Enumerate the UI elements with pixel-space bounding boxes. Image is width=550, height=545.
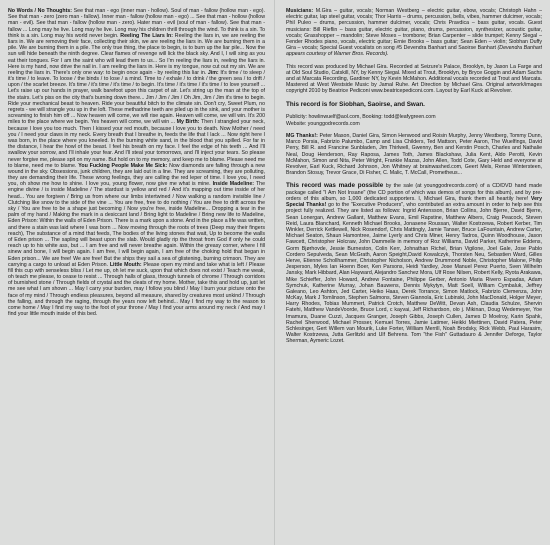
musicians-note: (Devendra Banhart appears courtesy of Warner Bros. Records).: [286, 45, 542, 58]
musicians-list: M.Gira – guitar, vocals; Norman Westberg – electric guitar, ebow, vocals; Christoph Hahn – electric guitar, lap steel guitar, vocals; Thor Harris – drums, percussion, bells, vibes, hammer dulcimer, vocals; Phil Puleo – drums, percussion, hammer dulcimer, vocals; Chris Pravdica – bass guitar, vocals. Guest musicians: Bill Rieflin – bass guitar, electric guitar, piano, drums, percussion, synthesizer, acoustic guitar, vocals; Grasshopper – mandolin; Steve Moses – trombone; Brian Carpenter – slide trumpet; Kenny Siegal – Fender Rhodes piano, vocals, electric guitar; Ernie Brooks – bass guitar; Sean Eden – violin; Siobhan Duffy Gira – vocals; Special Guest vocalists on song #5 Devendra Banhart and Saoirse Banhart: [286, 8, 542, 52]
lyrics-inside-madeline: The engine divine / is inside Madeline / The stardust is yellow and red / And it's mapping out time inside of her head... You are forgiven / Bring us from where our limbs intertwined / Now walking a random invisible line / Clutching like snow to the side of the vine ... You are free, free to do nothing / You are free to drift across the sky / You are free to be a shape just becoming / Now you're free, inside Madeline... Dropping a tear in the palm of my hand / Making the mark in a desiccant land / Bring light to Madeline / Bring new life to Madeline, Eden Prison: Within the walls of Eden Prison. There is a mark upon a stone. And in the place a life was written, and there a stain was laid where I was born ... Now moving through the roots of trees (Deep may their fingers reach), The substance of a mind that feeds, The bodies of the living stones that wait, Up to become the walls of Eden prison ... The sapling will beast upon the slab. Would gladly rip the throat from God if only he could reach up to his white ass, but ... I am free and will never breathe again. Within the greasy corner, where I fill sinew and bone, I will begin again. I am free, I will begin again, I am free of the choking hold that began in Eden prison... We are free! We are free! But the ships they sail a sea of glistening, burning crimson. They are carrying a cargo to unload at Eden Prison.: [8, 181, 265, 268]
musicians-label: Musicians:: [286, 8, 314, 14]
song-title-my-birth: My Birth:: [176, 119, 200, 126]
lyrics-reeling: Reeling the liars in, we are reeling the liars in. We are removing their face, collecting their skin, we are reeling the liars in. We are burning them in a pile. We are burning them in a pile. The only true thing, the place to begin, is to burn up the liar pile... Now the sun will hide beneath the ninth degree. Clear flames of revenge will lick the black sky. And I, I will sing as you eat their tongues. For I am the saint who will lead them to us... So I'm reeling the liars in, reeling the liars in. Here is my hand, now drive the nail in. I am reeling the liars in. Here is my tongue, now cut out my sin. We are reeling the liars in. There's only one way: to begin once again - by reeling this liar in.: [8, 32, 265, 76]
song-title-you-fucking-people: You Fucking People Make Me Sick:: [78, 162, 168, 169]
dedication: This record is for Siobhan, Saoirse, and Swan.: [286, 100, 425, 108]
lyrics-column: [8, 8, 265, 541]
supporters-thanks: [286, 182, 542, 344]
center-fold: [274, 0, 275, 545]
lyrics-block: [8, 8, 265, 317]
song-title-no-words: No Words / No Thoughts:: [8, 8, 72, 14]
lyrics-jim: It's time / to sleep / it's time / to leave. To loose / the binds / to lose / a mind. Time to / exhale / to drink / the green sea / to drift / upon / the scarlet breeze. It's time / it's time / it's time / to begin. It's time / it's time / it's time / to love yourself ... Let's raise up our hands in prayer, walk barefoot upon this carpet of air. Let's string up the man at the top of the stairs. Let's piss on the city that's burning down there... Jim / Jim / Jim / Oh Jim, Jim / Jim it's time to begin. Ride your mechanical beast to heaven. Ride your beautiful bitch to the climate sin. Don't cry, Sweet Plum, no regrets - we will strangle you up in the loft. These methadrine teeth are piled up in the sink, and your mother is screaming to finish him off ... Now heaven will come, we will rise again. Heaven will come, we will win. It's 200 miles to the place where we begin. Yes heaven will come, we will win ...: [8, 69, 265, 126]
lyrics-my-birth: Then I strangled your neck, because I love you too much. Then I kissed your red mouth, because I love you to death. Now Mother / need you / I need your claws in my neck. Every breath that I breathe in, feeds the life that I lack ... Now right here I was born, in the place where you kneeled. In the burning white sand, in the blood that you spilled. For far in the distance, I hear the howl of the beast. I feel his breath on my face. I feel the edge of his teeth ... And I'll swallow your sorrow, and I'll inhale your fear. And I'll steal your tomorrows, and I'll inject your tears. So please never forgive me, please spit on my name. But hold on to my memory, and keep me to blame. Please need me to blame, need me to blame.: [8, 119, 265, 169]
lyrics-you-fucking-people: Now diamonds are falling through a new wound in the sky. Obsessions, junk children, they are laid out in a line. They are screaming, they are polluting, they are demanding their life. These wrong feelings, they are calling the red leper of time. I love you, I need you, oh show me how to shine. I love you, young flower, now give me what is mine.: [8, 162, 265, 188]
mg-thanks: [286, 133, 542, 176]
mg-thanks-list: Peter Mason, Daniel Gira, Simon Henwood and Roisin Murphy, Jenny Westberg, Tommy Dunn, Marco Porsia, Fabrizio Palumbo, Camp and Lisa Childers, Ted Mattson, Peter Aaron, The Wuelfings, David Perry, Bill R. and Francine Sunbladen, Jim Thirlwell, Gwenny, Ben and Kerstin Posch, Charles and Nathalie Neal, Doug Henderson, Ray Raposa, James Toth, James Blackshaw, Julia Kent, Aldo Perotti, Kevin McMahon, Simon and Nita, Peter Wright, Frankie Mazas, John Allen, Todd Cote, Gary Held and everyone at Revolver, Earl Kuck, Richard Johnson, Jon Whitney at brainwashed.com, Geert Mels, Rense Wintersteen, Brandon Stosuy, Trevor Grace, Di Fisher, C. Malic, T. McCall, Prometheus...: [286, 132, 542, 177]
song-title-inside-madeline: Inside Madeline:: [212, 181, 254, 188]
very-special-list: go to the "Executive Producers", who contributed an extra amount in order to help see this project fully realized. They are listed as follows: Ingrid Antensson, Brian Collins, John Bjerre, David Bjerre, Sean Lonergan, Andrew Gallant, Matthew Evans, Emil Rapstine, Matthew Albers, Craig Peacock, Steven Reid, Laura Blanchard, Kenneth Michael Brooks, Jonasene Roussan, Walter Kostrzewa, Robert Kerber, Tim Winkler, Derrick Kettlewell, Nick Rosendorf, Chris Mattingly, Jamie Tanser, Bruce LaFountain, Andrew Carter, Michael Seaton, Shaun Hamontree, Jaime Lyerly and Chris Miner, Henry Tadros, Quinn Woodhouse, Jason Fawcett, Christopher Holcraw, John Dammelle in memory of Roz Williams, David Parker, Katherine Eddens, Gorm Bjørhovde, Jessie Burneston, Colin Kerr, Johnathan Richel, Brian Vigilone, Joel Gale, Jose Pablo Cordero Sepulveda, Sean McGrath, Aaron Speight,David Kowalczyk, Thorsten Neu, Sebastien Ward, Gilles Herve, Etienne Schollhammer, Christopher Nicholson, Andrew Drummond Noble, Christopher Malone, Philip Jesperson, Myles Ian Hoenn Boer, Ken Parsons, Heidi Yardley, Jose Manuel Perez Puerto, Sven Wilhelm Jansky, Mark Hibbard, Alan Hayward, Alejandro Sanchez Mora, Ulf Rose Nilsen, Robert Kelly, Ryota Arakawa, Mike Schieffer, John Howard, Andrew Fontaine, Philippe Gerber, Antonio Maria Rivero Espadas, Adam Symchuk, Katherine Murray, Johan Bauwens, Dennis Mykytyn, Matt Soell, William Cymbaluk, Jeffrey Galeano, Leo Ashton, Jed Carter, Heiko Haas, Derek Torrance, Simon Matlock, Fabrizio Clemenza, John McKay, Mark J Tomlinson, Stephen Salmons, Steven Giannola, Eric Lubinski, John MacDonald, Holger Meyer, Harry Rhodes, Tobias Mummert, Patrick Crotch, Matthew DeWitt, Devan Ash, Claudia Schulze, Shervin Fatehi, Matthew VandeVoorde, Bruce Lord, c kayvai, Jeff Richardson, olo j. Mikinan, Doug Wedemeyer, Yoe Imamura, Duane Cuzzi, Jacques Granger, Joseph Gibbs, Joseph Cullen, James D Moelroy, Karin Spahk, Rachel Sherwood, Michael Prosser, Kemuel Torres, Jamie Latimer, Heikki Miettinen, David Patera, Peter Schlesinger, Gert Willem van Mourik, Luke Forter, William Merrill, Noah Brodsky, Rick Webb, Paul Harasim, Walter Kostrzewa, Jutta Gerlitzki and Ulf Behrens. Tom "the Fish" Guttadauro & Jennifer Deforge, Taylor Sherman, Aymeric Lozet.: [286, 202, 542, 345]
lyrics-no-words: See that man - ego (inner man - hollow). Soul of man - fallow (hollow man - ego). See that man - zero (zero man - fallow). Inner man - fallow (hollow man - ego) ... See that man - hollow (hollow man - evil). See that man - fallow (hollow man - zero). Hater man - evil (soul of man - fallow). See that man - fallow ... Long may he live. Long may he live. Long may his children thrill through the wind. To think is a sin. To think is a sin. Long may his world never begin.: [8, 8, 265, 39]
song-title-reeling: Reeling The Liars In:: [120, 32, 173, 39]
website: Website: younggodrecords.com: [286, 120, 360, 127]
production-credits: This record was produced by Michael Gira. Recorded at Seizure's Palace, Brooklyn, by Jason La Farge and at Old Soul Studio, Catskill, NY, by Kenny Siegal. Mixed at Trout, Brooklyn, by Bryce Goggin and Adam Sachs and at Marcata Recording, Gardiner NY, by Kevin McMahon. Additional vocals recorded at Trout and Marcata. Mastered at West Westside Music by Jamal Ruhe. Art Direction by Michael Gira. Original artwork/images copyright 2010 by Beatrice Pediconi www.beatricepediconi.com. Layout by Earl Kuck at Revolver.: [286, 63, 542, 95]
publicity-contact: Publicity: howlinwuelf@aol.com, Booking: todd@leafygreen.com: [286, 114, 436, 121]
lyrics-little-mouth: Please open my mind and take what is left / Please fill this cup with senseless bliss / Let me up, oh let me suck, upon that which does not exist / Teach me weak, oh teach me please, to cease to resist ... Through halls of glass, through tunnels of chrome / Through corridors of burnished stone / Through fields of crystal and the cleats of my home. Mother, take this and hold up, just let me see what I am shown ... May I carry your burden, may I follow you blind / May I burn your picture onto the face of my mind / Through endless pleasures, beyond all measure, shared by creatures most unkind / Through the falling, and through the raging, through the years now left behind... May I find my way to the reason to come home / May I find my way to the foot of your throne / May I find your arms around my neck / And may I find your little mouth inside of this bed.: [8, 261, 265, 318]
song-title-jim: Jim:: [207, 69, 219, 76]
crowdfund-label: This record was made possible: [286, 182, 384, 190]
very-special-label: Very Special Thanks!: [286, 196, 542, 209]
song-title-little-mouth: Little Mouth:: [109, 261, 142, 268]
credits-column: [286, 8, 542, 541]
crowdfund-text: by the sale (at younggodrecords.com) of a CD/DVD hand made package called "I Am Not Insane" (the CD portion of which was demos of songs for this album), and by pre-orders of this album, so 1,000 dedicated supporters. I, Michael Gira, thank them all heartily here!: [286, 183, 542, 203]
musicians-credits: [286, 8, 542, 58]
mg-thanks-label: MG Thanks!:: [286, 132, 318, 139]
